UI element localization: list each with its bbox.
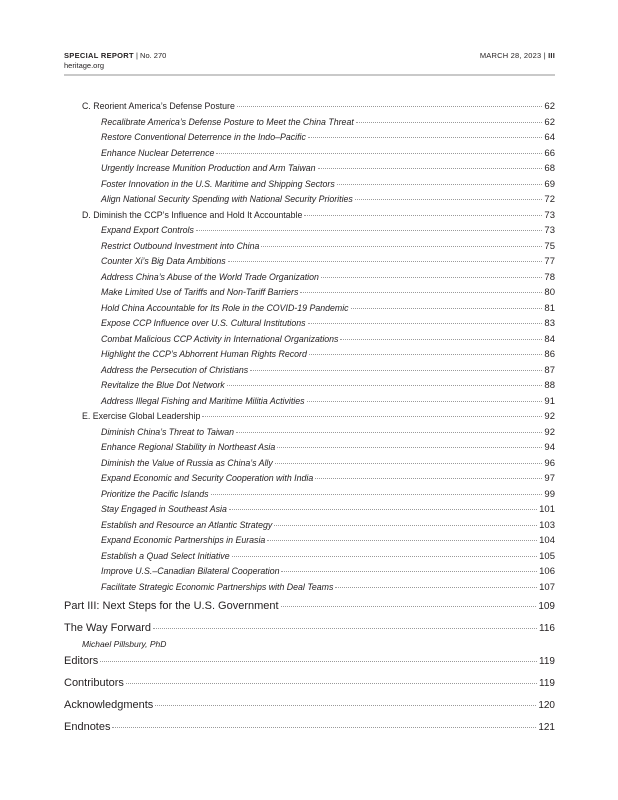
toc-entry-title: Stay Engaged in Southeast Asia — [101, 504, 227, 514]
dot-leader — [300, 292, 542, 293]
dot-leader — [196, 230, 543, 231]
toc-entry-title: Establish a Quad Select Initiative — [101, 550, 230, 561]
dot-leader — [318, 168, 543, 169]
dot-leader — [211, 494, 543, 495]
dot-leader — [356, 122, 543, 123]
toc-entry[interactable] — [64, 549, 555, 565]
toc-entry-title: Expand Economic and Security Cooperation with India — [101, 473, 314, 483]
toc-entry-title: Enhance Nuclear Deterrence — [101, 147, 215, 158]
dot-leader — [315, 478, 542, 479]
toc-entry-page: 103 — [539, 519, 555, 531]
dot-leader — [274, 525, 537, 526]
toc-entry-title: Counter Xi’s Big Data Ambitions — [101, 256, 226, 266]
dot-leader — [275, 463, 543, 464]
dot-leader — [153, 628, 537, 629]
toc-entry-title: Combat Malicious CCP Activity in International Organizations — [101, 333, 339, 344]
toc-entry-page: 72 — [544, 194, 555, 205]
toc-entry[interactable] — [64, 115, 555, 131]
toc-entry[interactable] — [64, 130, 555, 146]
toc-entry-title: Expand Economic Partnerships in Eurasia — [101, 535, 266, 545]
toc-entry[interactable] — [64, 239, 555, 255]
toc-entry[interactable] — [64, 254, 555, 270]
dot-leader — [126, 683, 537, 684]
toc-entry-page: 106 — [539, 566, 555, 577]
dot-leader — [229, 509, 537, 510]
toc-entry-page: 84 — [544, 333, 555, 345]
toc-entry[interactable] — [64, 161, 555, 177]
toc-entry-page: 62 — [544, 116, 555, 128]
toc-entry[interactable] — [64, 378, 555, 394]
toc-entry-page: 119 — [539, 678, 555, 689]
toc-entry-page: 62 — [544, 101, 555, 112]
site-url: heritage.org — [64, 61, 105, 70]
toc-entry-page: 69 — [544, 178, 555, 190]
toc-entry-title: Align National Security Spending with National Security Priorities — [101, 194, 353, 204]
table-of-contents — [64, 99, 555, 738]
dot-leader — [250, 370, 542, 371]
toc-entry-title: Expand Export Controls — [101, 225, 194, 235]
toc-entry[interactable] — [64, 518, 555, 534]
dot-leader — [308, 323, 543, 324]
toc-entry[interactable] — [64, 332, 555, 348]
toc-entry[interactable] — [64, 502, 555, 518]
toc-entry[interactable] — [64, 223, 555, 239]
toc-entry-page: 116 — [539, 623, 555, 634]
toc-entry-page: 91 — [544, 395, 555, 407]
toc-entry-title: Part III: Next Steps for the U.S. Government — [64, 600, 279, 612]
toc-entry-title: Expose CCP Influence over U.S. Cultural Institutions — [101, 318, 306, 328]
report-date: MARCH 28, 2023 | — [479, 51, 546, 60]
dot-leader — [232, 556, 538, 557]
toc-entry[interactable] — [64, 595, 555, 617]
dot-leader — [309, 354, 543, 355]
toc-entry[interactable] — [64, 316, 555, 332]
toc-entry-page: 73 — [544, 225, 555, 236]
toc-entry-page: 105 — [539, 550, 555, 562]
dot-leader — [236, 432, 542, 433]
toc-entry-title: Recalibrate America’s Defense Posture to Meet the China Threat — [101, 116, 354, 127]
dot-leader — [112, 727, 536, 728]
dot-leader — [308, 137, 543, 138]
toc-entry-page: 99 — [544, 488, 555, 500]
toc-entry[interactable] — [64, 672, 555, 694]
header-divider — [64, 74, 555, 76]
toc-entry-page: 120 — [538, 700, 555, 711]
toc-author — [64, 639, 555, 650]
toc-entry[interactable] — [64, 363, 555, 379]
toc-entry-page: 101 — [539, 504, 555, 515]
toc-entry-title: Diminish the Value of Russia as China’s Ally — [101, 457, 273, 468]
toc-entry-title: Address the Persecution of Christians — [101, 364, 249, 375]
toc-entry-title: Prioritize the Pacific Islands — [101, 488, 209, 499]
toc-entry-page: 83 — [544, 318, 555, 329]
dot-leader — [281, 571, 537, 572]
dot-leader — [202, 416, 542, 417]
toc-entry-page: 80 — [544, 287, 555, 298]
toc-entry-title: C. Reorient America’s Defense Posture — [82, 101, 235, 111]
toc-entry[interactable] — [64, 146, 555, 162]
toc-entry-page: 68 — [544, 163, 555, 174]
toc-entry-title: Endnotes — [64, 721, 111, 733]
toc-entry[interactable] — [64, 177, 555, 193]
toc-entry-title: Enhance Regional Stability in Northeast Asia — [101, 442, 276, 452]
toc-entry[interactable] — [64, 456, 555, 472]
dot-leader — [340, 339, 542, 340]
toc-entry[interactable] — [64, 533, 555, 549]
toc-entry[interactable] — [64, 270, 555, 286]
toc-entry[interactable] — [64, 394, 555, 410]
toc-entry-title: Urgently Increase Munition Production and Arm Taiwan — [101, 163, 316, 173]
toc-entry[interactable] — [64, 99, 555, 115]
report-number: | No. 270 — [136, 51, 167, 60]
toc-entry-title: Revitalize the Blue Dot Network — [101, 380, 225, 390]
toc-entry-title: Michael Pillsbury, PhD — [82, 639, 167, 649]
toc-entry-title: Hold China Accountable for Its Role in the COVID-19 Pandemic — [101, 302, 349, 313]
dot-leader — [337, 184, 543, 185]
report-title — [64, 51, 166, 61]
toc-entry-title: Foster Innovation in the U.S. Maritime and Shipping Sectors — [101, 178, 335, 189]
toc-entry-page: 77 — [544, 256, 555, 267]
toc-entry-title: Address Illegal Fishing and Maritime Militia Activities — [101, 395, 305, 406]
dot-leader — [155, 705, 536, 706]
toc-entry[interactable] — [64, 409, 555, 425]
toc-entry-title: Address China’s Abuse of the World Trade Organization — [101, 271, 319, 282]
toc-entry-page: 104 — [539, 535, 555, 546]
dot-leader — [267, 540, 537, 541]
report-label: SPECIAL REPORT — [64, 51, 134, 60]
dot-leader — [261, 246, 542, 247]
toc-entry[interactable] — [64, 440, 555, 456]
toc-entry-title: Diminish China’s Threat to Taiwan — [101, 426, 234, 437]
toc-entry-page: 121 — [538, 722, 555, 733]
dot-leader — [304, 215, 542, 216]
page-number: III — [548, 51, 555, 60]
dot-leader — [228, 261, 543, 262]
toc-entry[interactable] — [64, 617, 555, 639]
toc-entry[interactable] — [64, 285, 555, 301]
toc-entry-title: D. Diminish the CCP’s Influence and Hold It Accountable — [82, 209, 303, 220]
toc-entry-title: Establish and Resource an Atlantic Strategy — [101, 519, 273, 530]
toc-entry-page: 92 — [544, 426, 555, 438]
dot-leader — [277, 447, 542, 448]
toc-entry-page: 97 — [544, 473, 555, 484]
toc-entry[interactable] — [64, 425, 555, 441]
dot-leader — [100, 661, 537, 662]
toc-entry-title: Editors — [64, 655, 99, 667]
toc-entry-title: The Way Forward — [64, 622, 152, 634]
dot-leader — [307, 401, 543, 402]
toc-entry-page: 75 — [544, 240, 555, 252]
toc-entry-title: Restore Conventional Deterrence in the Indo–Pacific — [101, 132, 306, 142]
toc-entry[interactable] — [64, 580, 555, 596]
dot-leader — [227, 385, 543, 386]
dot-leader — [281, 606, 537, 607]
toc-entry[interactable] — [64, 192, 555, 208]
toc-entry-title: Highlight the CCP’s Abhorrent Human Rights Record — [101, 349, 307, 359]
toc-entry-title: Make Limited Use of Tariffs and Non-Tariff Barriers — [101, 287, 299, 297]
toc-entry-page: 96 — [544, 457, 555, 469]
dot-leader — [355, 199, 543, 200]
toc-entry-page: 86 — [544, 349, 555, 360]
dot-leader — [351, 308, 543, 309]
toc-entry[interactable] — [64, 347, 555, 363]
toc-entry[interactable] — [64, 564, 555, 580]
dot-leader — [237, 106, 543, 107]
toc-entry-page: 119 — [539, 656, 555, 667]
toc-entry-page: 107 — [539, 581, 555, 593]
toc-entry-page: 66 — [544, 147, 555, 159]
toc-entry-page: 92 — [544, 411, 555, 422]
toc-entry-page: 87 — [544, 364, 555, 376]
dot-leader — [335, 587, 537, 588]
toc-entry[interactable] — [64, 487, 555, 503]
toc-entry-title: Improve U.S.–Canadian Bilateral Cooperation — [101, 566, 280, 576]
toc-entry[interactable] — [64, 716, 555, 738]
toc-entry-title: E. Exercise Global Leadership — [82, 411, 201, 421]
toc-entry-page: 88 — [544, 380, 555, 391]
toc-entry[interactable] — [64, 471, 555, 487]
dot-leader — [216, 153, 542, 154]
dot-leader — [321, 277, 543, 278]
toc-entry-title: Restrict Outbound Investment into China — [101, 240, 260, 251]
toc-entry-title: Acknowledgments — [64, 699, 154, 711]
toc-entry-title: Contributors — [64, 677, 124, 689]
toc-entry-page: 73 — [544, 209, 555, 221]
toc-entry-title: Facilitate Strategic Economic Partnerships with Deal Teams — [101, 581, 334, 592]
date-and-page — [480, 51, 555, 61]
toc-entry[interactable] — [64, 208, 555, 224]
toc-entry-page: 78 — [544, 271, 555, 283]
toc-entry-page: 94 — [544, 442, 555, 453]
toc-entry[interactable] — [64, 650, 555, 672]
toc-entry-page: 64 — [544, 132, 555, 143]
toc-entry-page: 109 — [538, 601, 555, 612]
toc-entry[interactable] — [64, 301, 555, 317]
toc-entry[interactable] — [64, 694, 555, 716]
toc-entry-page: 81 — [544, 302, 555, 314]
